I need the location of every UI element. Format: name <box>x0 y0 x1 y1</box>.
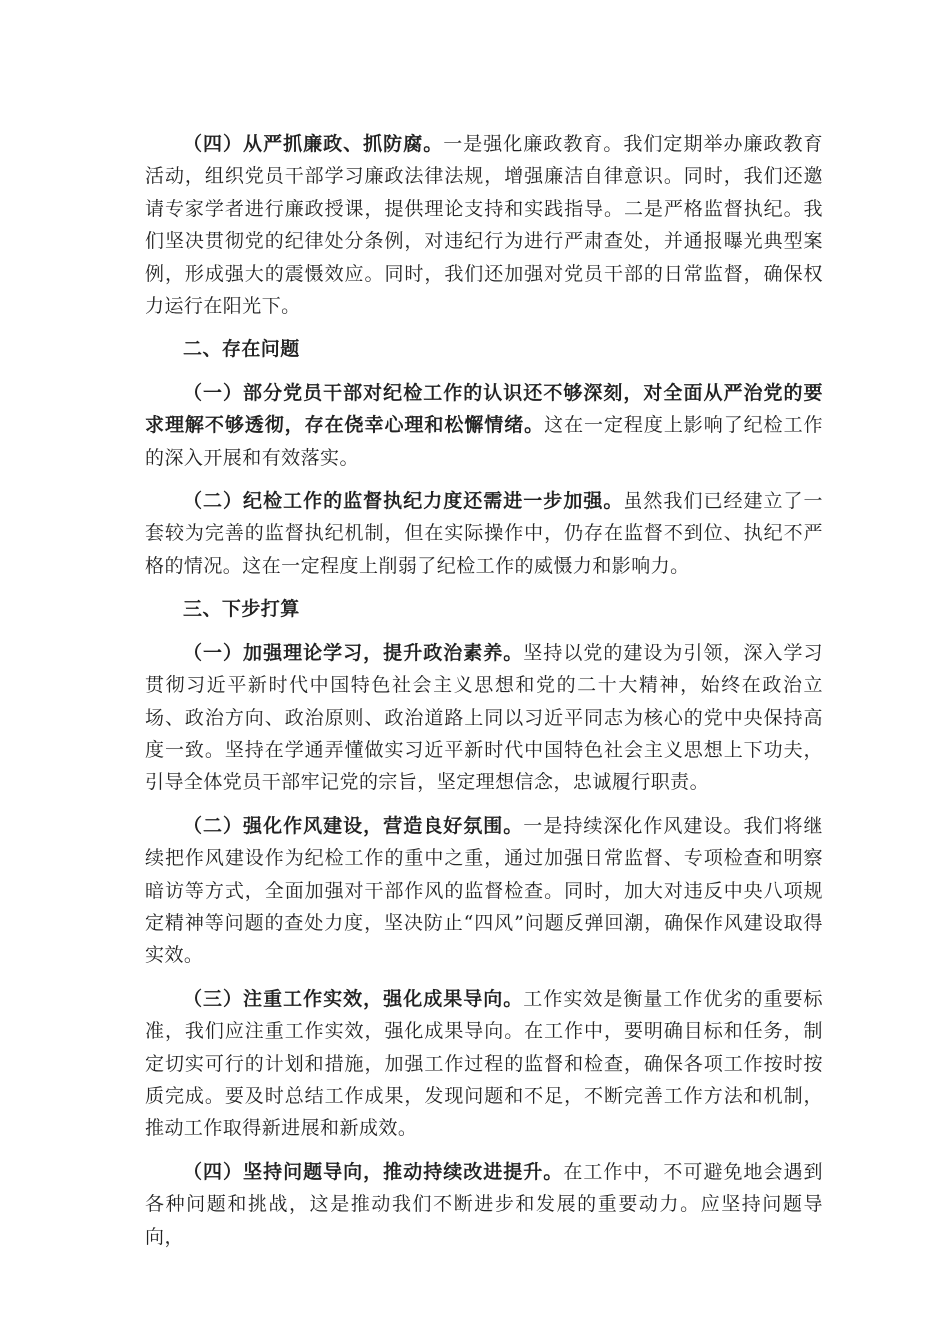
paragraph-body: 工作实效是衡量工作优劣的重要标准，我们应注重工作实效，强化成果导向。在工作中，要明确目标和任务，制定切实可行的计划和措施，加强工作过程的监督和检查，确保各项工作按时按质完成。要及时总结工作成果，发现问题和不足，不断完善工作方法和机制，推动工作取得新进展和新成效。 <box>145 987 823 1140</box>
paragraph-plan-1 <box>145 637 823 799</box>
paragraph-body: 在工作中，不可避免地会遇到各种问题和挑战，这是推动我们不断进步和发展的重要动力。应坚持问题导向， <box>145 1160 823 1248</box>
paragraph-body: 一是持续深化作风建设。我们将继续把作风建设作为纪检工作的重中之重，通过加强日常监督、专项检查和明察暗访等方式，全面加强对干部作风的监督检查。同时，加大对违反中央八项规定精神等问题的查处力度，坚决防止“四风”问题反弹回潮，确保作风建设取得实效。 <box>145 814 823 967</box>
heading-text: 二、存在问题 <box>183 338 300 361</box>
section-heading-next-steps <box>145 593 823 625</box>
section-heading-problems <box>145 333 823 365</box>
paragraph-lead: （三）注重工作实效，强化成果导向。 <box>183 987 524 1010</box>
paragraph-body: 虽然我们已经建立了一套较为完善的监督执纪机制，但在实际操作中，仍存在监督不到位、执纪不严格的情况。这在一定程度上削弱了纪检工作的威慑力和影响力。 <box>145 490 823 577</box>
paragraph-plan-3 <box>145 983 823 1145</box>
paragraph-lead: （四）坚持问题导向，推动持续改进提升。 <box>183 1160 564 1183</box>
paragraph-problem-2 <box>145 485 823 582</box>
paragraph-plan-4 <box>145 1156 823 1253</box>
document-page <box>145 128 823 1264</box>
paragraph-lead: （一）部分党员干部对纪检工作的认识还不够深刻，对全面从严治党的要求理解不够透彻，存在侥幸心理和松懈情绪。 <box>145 381 823 437</box>
paragraph-lead: （二）纪检工作的监督执纪力度还需进一步加强。 <box>183 490 624 513</box>
paragraph-lead: （一）加强理论学习，提升政治素养。 <box>183 641 524 664</box>
paragraph-body: 一是强化廉政教育。我们定期举办廉政教育活动，组织党员干部学习廉政法律法规，增强廉洁自律意识。同时，我们还邀请专家学者进行廉政授课，提供理论支持和实践指导。二是严格监督执纪。我们坚决贯彻党的纪律处分条例，对违纪行为进行严肃查处，并通报曝光典型案例，形成强大的震慑效应。同时，我们还加强对党员干部的日常监督，确保权力运行在阳光下。 <box>145 133 823 318</box>
paragraph-plan-2 <box>145 810 823 972</box>
paragraph-body: 这在一定程度上影响了纪检工作的深入开展和有效落实。 <box>145 414 823 469</box>
paragraph-problem-1 <box>145 377 823 474</box>
paragraph-4-anti-corruption <box>145 128 823 322</box>
paragraph-lead: （四）从严抓廉政、抓防腐。 <box>183 133 444 155</box>
paragraph-body: 坚持以党的建设为引领，深入学习贯彻习近平新时代中国特色社会主义思想和党的二十大精神，始终在政治立场、政治方向、政治原则、政治道路上同以习近平同志为核心的党中央保持高度一致。坚持在学通弄懂做实习近平新时代中国特色社会主义思想上下功夫，引导全体党员干部牢记党的宗旨，坚定理想信念，忠诚履行职责。 <box>145 641 823 794</box>
paragraph-lead: （二）强化作风建设，营造良好氛围。 <box>183 814 524 837</box>
heading-text: 三、下步打算 <box>183 598 300 621</box>
